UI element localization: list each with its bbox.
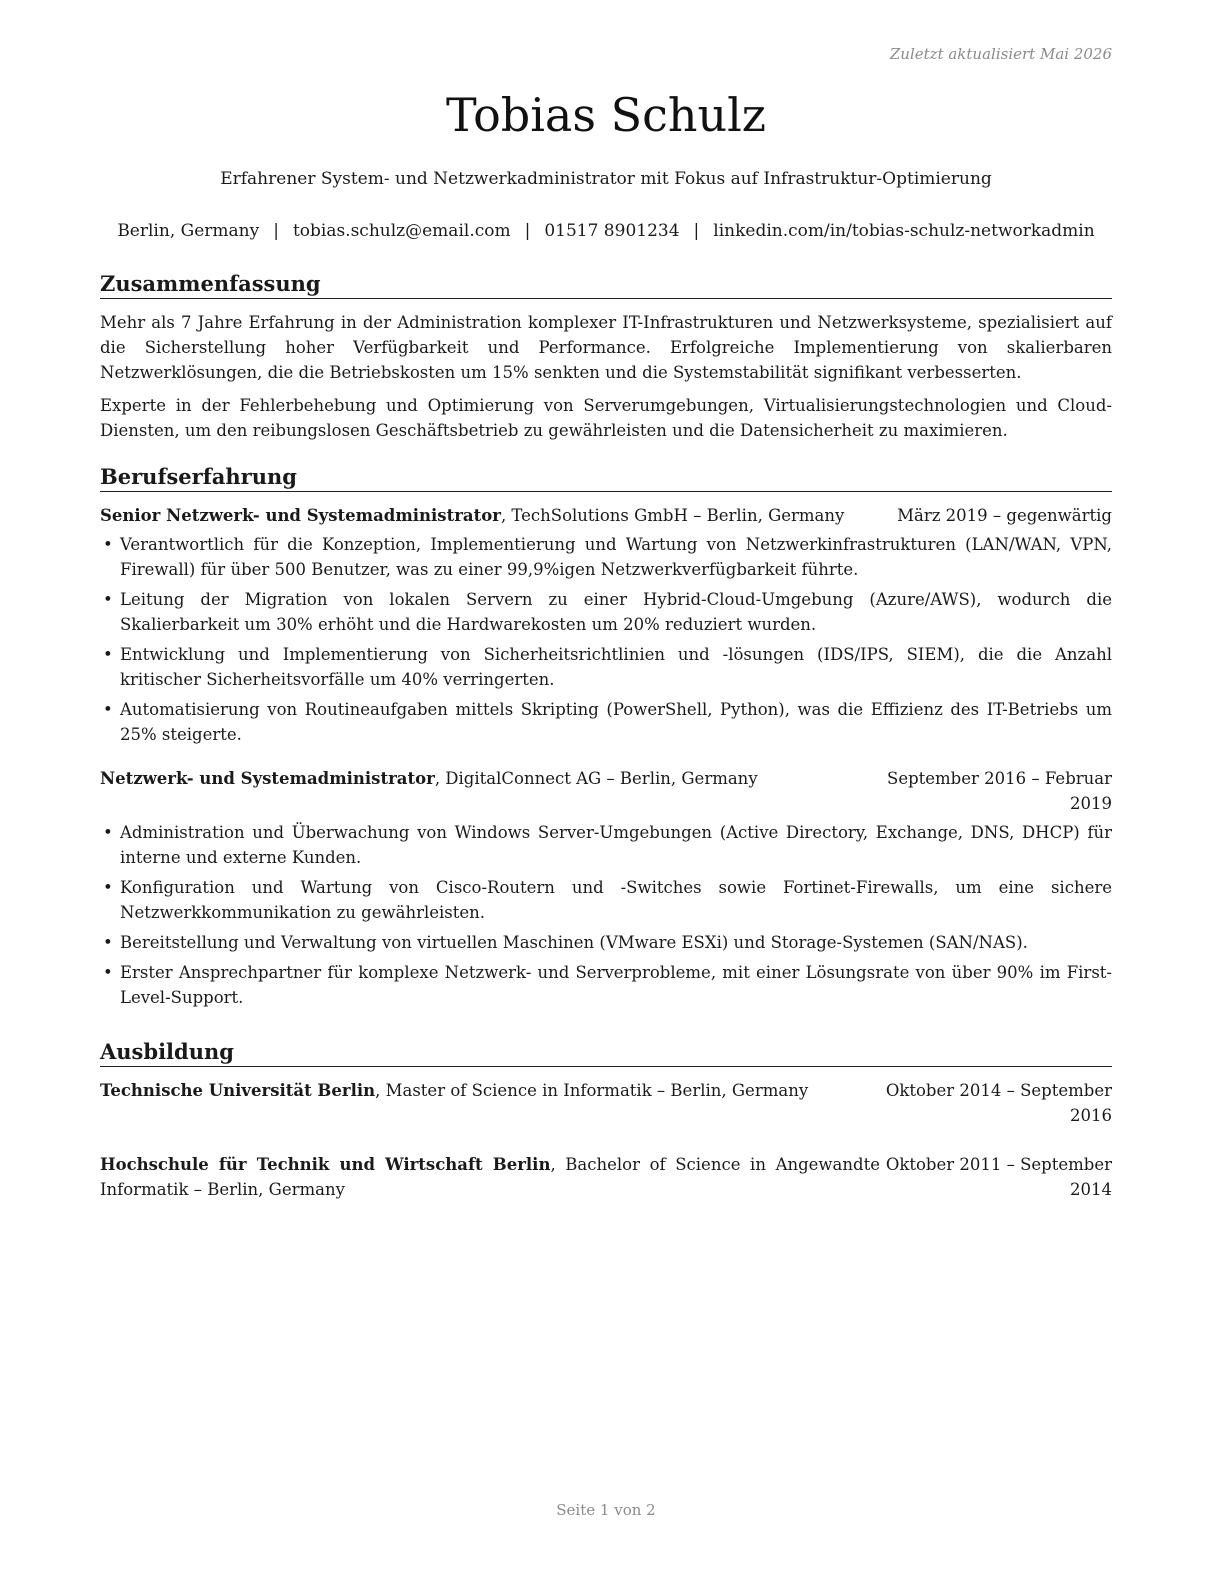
education-dates: Oktober 2014 – September 2016 (885, 1081, 1112, 1125)
contact-line (100, 219, 1112, 243)
job-title-line (100, 503, 883, 528)
bullet-item (100, 930, 1112, 955)
contact-separator: | (524, 221, 531, 241)
job-header (100, 503, 1112, 528)
last-updated-note: Zuletzt aktualisiert Mai 2026 (889, 45, 1112, 63)
bullet-text: Automatisierung von Routineaufgaben mittels Skripting (PowerShell, Python), was die Effizienz des IT-Betriebs um 25% steigerte. (120, 700, 1112, 744)
job-role: Senior Netzwerk- und Systemadministrator (100, 506, 501, 525)
bullet-text: Erster Ansprechpartner für komplexe Netzwerk- und Serverprobleme, mit einer Lösungsrate von über 90% im First-Level-Support. (120, 963, 1112, 1007)
bullet-text: Leitung der Migration von lokalen Servern zu einer Hybrid-Cloud-Umgebung (Azure/AWS), wodurch die Skalierbarkeit um 30% erhöht und die Hardwarekosten um 20% reduziert wurden. (120, 590, 1112, 634)
bullet-icon: • (103, 535, 113, 554)
bullet-text: Bereitstellung und Verwaltung von virtuellen Maschinen (VMware ESXi) und Storage-Systemen (SAN/NAS). (120, 933, 1028, 952)
bullet-text: Verantwortlich für die Konzeption, Implementierung und Wartung von Netzwerkinfrastrukturen (LAN/WAN, VPN, Firewall) für über 500 Benutzer, was zu einer 99,9%igen Netzwerkverfügbarkeit führte. (120, 535, 1112, 579)
bullet-icon: • (103, 933, 113, 952)
job-bullets (100, 820, 1112, 1010)
education-entry (100, 1152, 1112, 1202)
summary-paragraph: Mehr als 7 Jahre Erfahrung in der Administration komplexer IT-Infrastrukturen und Netzwerksysteme, spezialisiert auf die Sicherstellung hoher Verfügbarkeit und Performance. Erfolgreiche Implementierung von skalierbaren Netzwerklösungen, die die Betriebskosten um 15% senkten und die Systemstabilität signifikant verbesserten. (100, 313, 1112, 382)
section-title-summary: Zusammenfassung (100, 271, 1112, 299)
bullet-item (100, 587, 1112, 637)
section-title-experience: Berufserfahrung (100, 464, 1112, 492)
bullet-icon: • (103, 645, 113, 664)
bullet-item (100, 697, 1112, 747)
summary-paragraph: Experte in der Fehlerbehebung und Optimierung von Serverumgebungen, Virtualisierungstechnologien und Cloud-Diensten, um den reibungslosen Geschäftsbetrieb zu gewährleisten und die Datensicherheit zu maximieren. (100, 396, 1112, 440)
contact-phone[interactable]: 01517 8901234 (544, 221, 680, 241)
education-title-line (100, 1078, 880, 1103)
job-entry (100, 766, 1112, 1010)
contact-email[interactable]: tobias.schulz@email.com (292, 221, 511, 241)
bullet-icon: • (103, 878, 113, 897)
job-dates: September 2016 – Februar 2019 (887, 769, 1112, 813)
bullet-item (100, 532, 1112, 582)
job-role: Netzwerk- und Systemadministrator (100, 769, 435, 788)
education-entry (100, 1078, 1112, 1128)
bullet-text: Entwicklung und Implementierung von Sicherheitsrichtlinien und -lösungen (IDS/IPS, SIEM), die die Anzahl kritischer Sicherheitsvorfälle um 40% verringerten. (120, 645, 1112, 689)
summary-section (100, 271, 1112, 451)
candidate-tagline: Erfahrener System- und Netzwerkadministrator mit Fokus auf Infrastruktur-Optimierung (220, 169, 992, 189)
education-dates: Oktober 2011 – September 2014 (885, 1155, 1112, 1199)
job-bullets (100, 532, 1112, 747)
job-company: , TechSolutions GmbH – Berlin, Germany (500, 506, 845, 525)
job-title-line (100, 766, 880, 791)
bullet-item (100, 820, 1112, 870)
experience-section (100, 464, 1112, 1015)
education-school: Hochschule für Technik und Wirtschaft Berlin (100, 1155, 551, 1174)
bullet-item (100, 960, 1112, 1010)
resume-page (100, 0, 1112, 1584)
job-header (100, 766, 1112, 816)
bullet-item (100, 875, 1112, 925)
bullet-icon: • (103, 823, 113, 842)
contact-separator: | (693, 221, 700, 241)
bullet-item (100, 642, 1112, 692)
education-title-line (100, 1152, 880, 1202)
education-school: Technische Universität Berlin (100, 1081, 376, 1100)
page-number: Seite 1 von 2 (556, 1501, 656, 1519)
bullet-text: Administration und Überwachung von Windows Server-Umgebungen (Active Directory, Exchange, DNS, DHCP) für interne und externe Kunden. (120, 823, 1112, 867)
contact-linkedin[interactable]: linkedin.com/in/tobias-schulz-networkadmin (713, 221, 1095, 241)
education-degree: , Master of Science in Informatik – Berlin, Germany (375, 1081, 809, 1100)
education-degree: , Bachelor of Science in Angewandte Informatik – Berlin, Germany (100, 1155, 880, 1199)
job-company: , DigitalConnect AG – Berlin, Germany (434, 769, 758, 788)
candidate-name: Tobias Schulz (445, 88, 767, 142)
bullet-text: Konfiguration und Wartung von Cisco-Routern und -Switches sowie Fortinet-Firewalls, um eine sichere Netzwerkkommunikation zu gewährleisten. (120, 878, 1112, 922)
bullet-icon: • (103, 590, 113, 609)
contact-location: Berlin, Germany (117, 221, 260, 241)
job-dates: März 2019 – gegenwärtig (897, 506, 1112, 525)
job-entry (100, 503, 1112, 747)
bullet-icon: • (103, 700, 113, 719)
section-title-education: Ausbildung (100, 1039, 1112, 1067)
bullet-icon: • (103, 963, 113, 982)
education-section (100, 1039, 1112, 1202)
contact-separator: | (273, 221, 279, 241)
